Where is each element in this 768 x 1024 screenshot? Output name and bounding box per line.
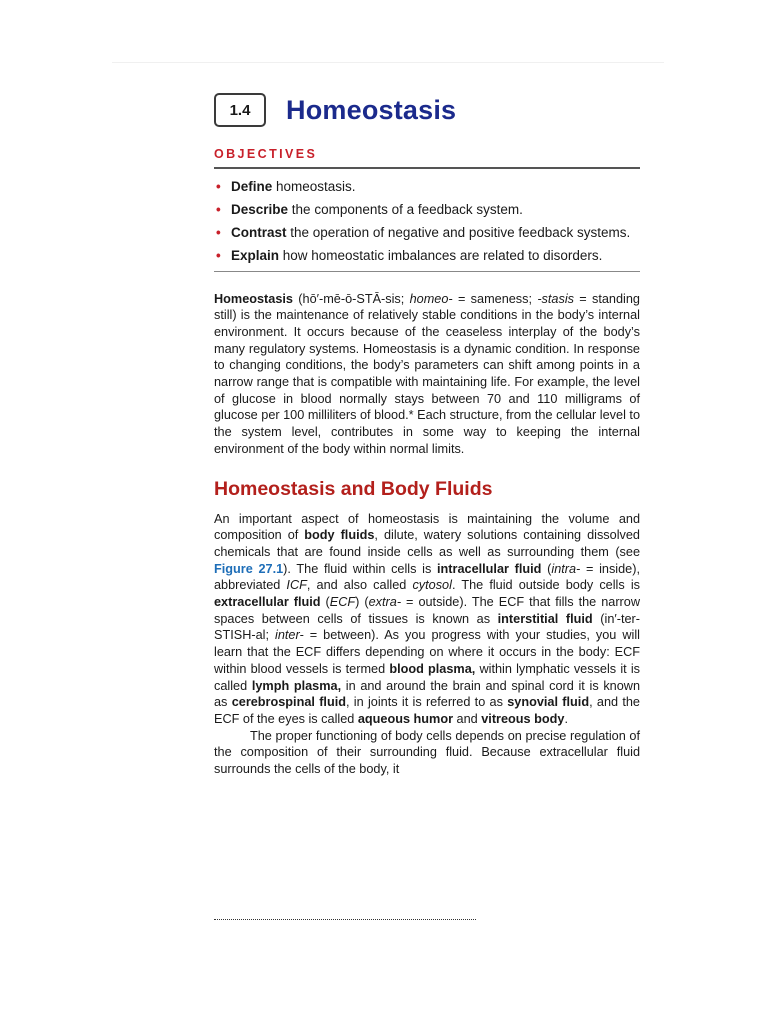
figure-link[interactable]: Figure 27.1 [214,561,284,576]
objectives-list [214,177,640,265]
top-border-line [112,62,664,63]
subsection-heading: Homeostasis and Body Fluids [214,477,493,500]
footnote-divider [214,919,476,920]
section-header [214,90,640,130]
body-fluids-paragraph: An important aspect of homeostasis is maintaining the volume and composition of body fluids, dilute, watery solutions containing dissolved chemicals that are found inside cells as well as surrounding them (see Figure 27.1). The fluid within cells is intracellular fluid (intra- = inside), abbreviated ICF, and also called cytosol. The fluid outside body cells is extracellular fluid (ECF) (extra- = outside). The ECF that fills the narrow spaces between cells of tissues is known as interstitial fluid (in′-ter-STISH-al; inter- = between). As you progress with your studies, you will learn that the ECF differs depending on where it occurs in the body: ECF within blood vessels is termed blood plasma, within lymphatic vessels it is called lymph plasma, in and around the brain and spinal cord it is known as cerebrospinal fluid, in joints it is referred to as synovial fluid, and the ECF of the eyes is called aqueous humor and vitreous body. [214,511,641,726]
objective-item: • Contrast the operation of negative and positive feedback systems. [214,223,640,242]
objective-item: • Describe the components of a feedback system. [214,200,640,219]
section-title: Homeostasis [286,94,457,125]
objectives-bottom-rule [214,271,640,272]
intro-paragraph: Homeostasis (hō′-mē-ō-STĀ-sis; homeo- = sameness; -stasis = standing still) is the maintenance of relatively stable conditions in the body’s internal environment. It occurs because of the ceaseless interplay of the body’s many regulatory systems. Homeostasis is a dynamic condition. In response to changing conditions, the body’s parameters can shift among points in a narrow range that is compatible with maintaining life. For example, the level of glucose in blood normally stays between 70 and 110 milligrams of glucose per 100 milliliters of blood.* Each structure, from the cellular level to the system level, contributes in some way to keeping the internal environment of the body within normal limits. [214,291,640,456]
textbook-page [214,90,640,778]
objective-item: • Explain how homeostatic imbalances are related to disorders. [214,246,640,265]
section-number-box: 1.4 [214,93,266,127]
objectives-top-rule [214,167,640,169]
objectives-heading: OBJECTIVES [214,147,318,161]
objective-item: • Define homeostasis. [214,177,640,196]
regulation-paragraph: The proper functioning of body cells depends on precise regulation of the composition of their surrounding fluid. Because extracellular fluid surrounds the cells of the body, it [214,728,640,777]
